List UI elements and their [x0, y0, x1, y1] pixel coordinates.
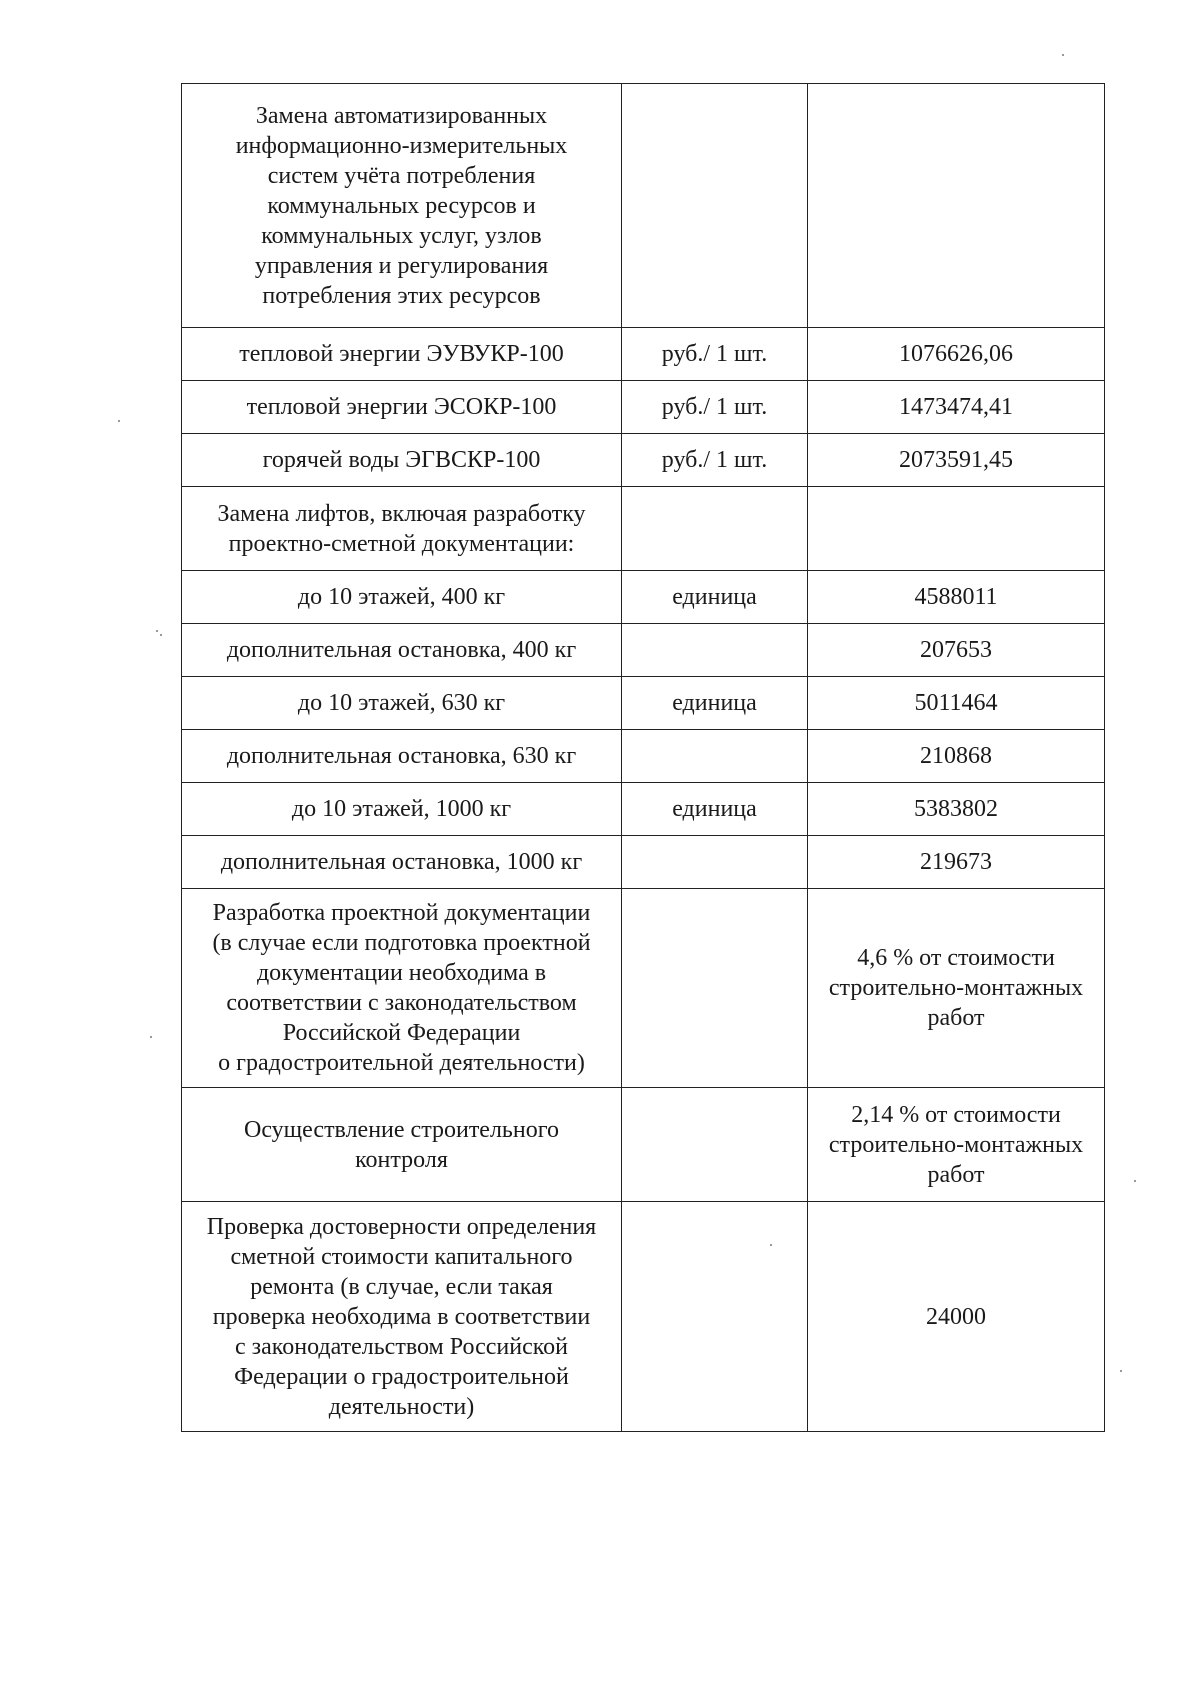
unit-cell [622, 1088, 808, 1202]
cost-value-cell: 5383802 [808, 783, 1105, 836]
unit-cell [622, 1202, 808, 1432]
unit-cell: единица [622, 677, 808, 730]
unit-cell [622, 889, 808, 1088]
work-name-cell: до 10 этажей, 1000 кг [182, 783, 622, 836]
work-name-cell: тепловой энергии ЭУВУКР-100 [182, 328, 622, 381]
unit-cell [622, 730, 808, 783]
table-row [182, 84, 1105, 328]
table-row [182, 783, 1105, 836]
work-name-cell: тепловой энергии ЭСОКР-100 [182, 381, 622, 434]
scan-speck [156, 630, 158, 632]
work-name-cell: до 10 этажей, 630 кг [182, 677, 622, 730]
work-name-cell: Проверка достоверности определения сметной стоимости капитального ремонта (в случае, если такая проверка необходима в соответствии с законодательством Российской Федерации о градостроительной деятельности) [182, 1202, 622, 1432]
cost-table [181, 83, 1105, 1432]
table-row [182, 889, 1105, 1088]
table-row [182, 836, 1105, 889]
cost-value-cell: 4,6 % от стоимости строительно-монтажных работ [808, 889, 1105, 1088]
table-row [182, 381, 1105, 434]
work-name-cell: Замена лифтов, включая разработку проектно-сметной документации: [182, 487, 622, 571]
table-row [182, 677, 1105, 730]
cost-value-cell [808, 84, 1105, 328]
table-row [182, 1202, 1105, 1432]
scan-speck [1134, 1180, 1136, 1182]
unit-cell [622, 487, 808, 571]
cost-value-cell: 210868 [808, 730, 1105, 783]
cost-table-body [182, 84, 1105, 1432]
table-row [182, 571, 1105, 624]
cost-value-cell: 207653 [808, 624, 1105, 677]
unit-cell: руб./ 1 шт. [622, 434, 808, 487]
work-name-cell: дополнительная остановка, 1000 кг [182, 836, 622, 889]
scan-speck [150, 1036, 152, 1038]
scan-speck [1120, 1370, 1122, 1372]
work-name-cell: дополнительная остановка, 630 кг [182, 730, 622, 783]
unit-cell [622, 624, 808, 677]
cost-value-cell: 1076626,06 [808, 328, 1105, 381]
cost-value-cell: 24000 [808, 1202, 1105, 1432]
table-row [182, 434, 1105, 487]
work-name-cell: до 10 этажей, 400 кг [182, 571, 622, 624]
scan-speck [118, 420, 120, 422]
unit-cell: руб./ 1 шт. [622, 381, 808, 434]
work-name-cell: Разработка проектной документации (в случае если подготовка проектной документации необходима в соответствии с законодательством Российской Федерации о градостроительной деятельности) [182, 889, 622, 1088]
cost-value-cell: 219673 [808, 836, 1105, 889]
work-name-cell: Осуществление строительного контроля [182, 1088, 622, 1202]
table-row [182, 730, 1105, 783]
table-row [182, 487, 1105, 571]
scan-speck [160, 634, 162, 636]
unit-cell [622, 84, 808, 328]
table-row [182, 1088, 1105, 1202]
cost-value-cell: 2073591,45 [808, 434, 1105, 487]
work-name-cell: Замена автоматизированных информационно-измерительных систем учёта потребления коммунальных ресурсов и коммунальных услуг, узлов управления и регулирования потребления этих ресурсов [182, 84, 622, 328]
unit-cell [622, 836, 808, 889]
scan-speck [1062, 54, 1064, 56]
cost-value-cell: 4588011 [808, 571, 1105, 624]
unit-cell: руб./ 1 шт. [622, 328, 808, 381]
cost-value-cell [808, 487, 1105, 571]
cost-value-cell: 1473474,41 [808, 381, 1105, 434]
table-row [182, 328, 1105, 381]
table-row [182, 624, 1105, 677]
scan-speck [770, 1244, 772, 1246]
work-name-cell: горячей воды ЭГВСКР-100 [182, 434, 622, 487]
cost-value-cell: 2,14 % от стоимости строительно-монтажных работ [808, 1088, 1105, 1202]
work-name-cell: дополнительная остановка, 400 кг [182, 624, 622, 677]
unit-cell: единица [622, 571, 808, 624]
cost-value-cell: 5011464 [808, 677, 1105, 730]
unit-cell: единица [622, 783, 808, 836]
